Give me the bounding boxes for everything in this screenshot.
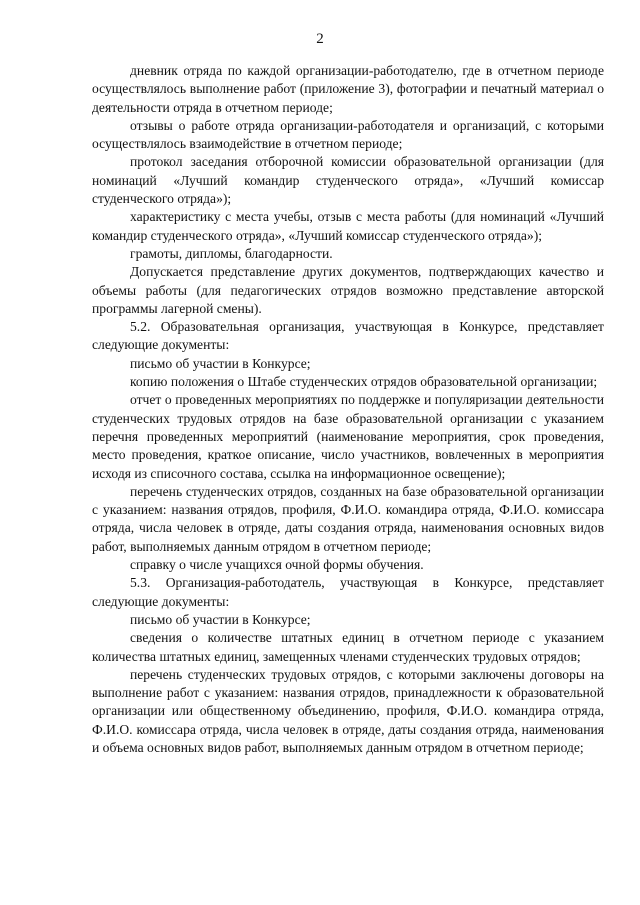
paragraph: перечень студенческих трудовых отрядов, с которыми заключены договоры на выполнение работ с указанием: названия отрядов, принадлежности к образовательной организации или общественному объединению, профиля, Ф.И.О. командира отряда, Ф.И.О. комиссара отряда, числа человек в отряде, даты создания отряда, наименования и объема основных видов работ, выполняемых данным отрядом в отчетном периоде; [92,666,604,755]
paragraph: перечень студенческих отрядов, созданных на базе образовательной организации с указанием: названия отрядов, профиля, Ф.И.О. командира отряда, Ф.И.О. комиссара отряда, числа человек в отряде, даты создания отряда, наименования основных видов работ, выполняемых данным отрядом в отчетном периоде; [92,483,604,554]
paragraph: дневник отряда по каждой организации-работодателю, где в отчетном периоде осуществлялось выполнение работ (приложение 3), фотографии и печатный материал о деятельности отряда в отчетном периоде; [92,63,604,115]
paragraph: отзывы о работе отряда организации-работодателя и организаций, с которыми осуществлялось взаимодействие в отчетном периоде; [92,117,604,152]
paragraph: протокол заседания отборочной комиссии образовательной организации (для номинаций «Лучший командир студенческого отряда», «Лучший комиссар студенческого отряда»); [92,154,604,207]
page-number: 2 [316,31,324,47]
section-heading-5-2: 5.2. Образовательная организация, участвующая в Конкурсе, представляет следующие документы: [92,319,604,353]
paragraph: письмо об участии в Конкурсе; [130,611,311,627]
paragraph: Допускается представление других документов, подтверждающих качество и объемы работы (для педагогических отрядов возможно представление авторской программы лагерной смены). [92,264,604,316]
paragraph: грамоты, дипломы, благодарности. [130,245,333,261]
paragraph: характеристику с места учебы, отзыв с места работы (для номинаций «Лучший командир студенческого отряда», «Лучший комиссар студенческого отряда»); [92,209,604,243]
paragraph: копию положения о Штабе студенческих отрядов образовательной организации; [130,374,598,390]
paragraph: справку о числе учащихся очной формы обучения. [130,557,424,573]
paragraph: письмо об участии в Конкурсе; [130,355,311,371]
paragraph: отчет о проведенных мероприятиях по поддержке и популяризации деятельности студенческих трудовых отрядов на базе образовательной организации с указанием перечня проведенных мероприятий (наименование мероприятия, срок проведения, место проведения, краткое описание, число участников, вовлеченных в мероприятия исходя из списочного состава, ссылка на информационное освещение); [92,392,604,481]
paragraph: сведения о количестве штатных единиц в отчетном периоде с указанием количества штатных единиц, замещенных членами студенческих трудовых отрядов; [92,630,604,664]
document-body [92,62,604,757]
section-heading-5-3: 5.3. Организация-работодатель, участвующая в Конкурсе, представляет следующие документы: [92,575,604,609]
